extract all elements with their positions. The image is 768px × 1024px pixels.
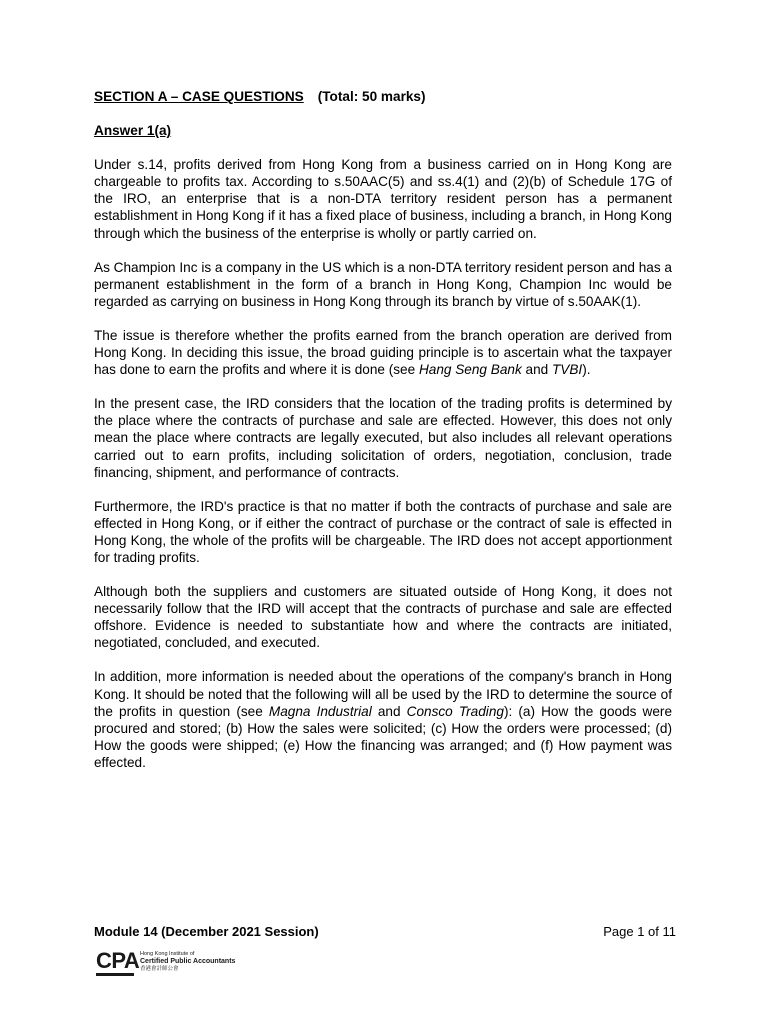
case-citation-hang-seng-bank: Hang Seng Bank [418,362,522,378]
section-heading [94,88,672,105]
logo-bar [96,973,134,976]
document-body [94,88,672,771]
answer-heading: Answer 1(a) [94,123,172,139]
paragraph-3-text-c: ). [582,362,591,378]
section-total: (Total: 50 marks) [317,89,426,104]
paragraph-5: Furthermore, the IRD's practice is that no matter if both the contracts of purchase and sale are effected in Hong Kong, or if either the contract of purchase or the contract of sale is effected in Hong Kong, the whole of the profits will be chargeable. The IRD does not accept apportionment for trading profits. [94,498,672,565]
logo-text [140,951,235,972]
paragraph-3-text-a: The issue is therefore whether the profits earned from the branch operation are derived from Hong Kong. In deciding this issue, the broad guiding principle is to ascertain what the taxpayer has done to earn the profits and where it is done (see [94,327,672,378]
paragraph-2: As Champion Inc is a company in the US which is a non-DTA territory resident person and has a permanent establishment in the form of a branch in Hong Kong, Champion Inc would be regarded as carrying on business in Hong Kong through its branch by virtue of s.50AAK(1). [94,259,672,309]
case-citation-consco-trading: Consco Trading [406,703,504,719]
paragraph-7-text-c: ): (a) How the goods were procured and stored; (b) How the sales were solicited; (c) How the orders were processed; (d) How the goods were shipped; (e) How the financing was arranged; and (f) How payment was effected. [94,703,673,770]
hkicpa-logo [96,950,296,978]
logo-line-3: 香港會計師公會 [140,965,179,972]
case-citation-magna-industrial: Magna Industrial [268,703,372,719]
paragraph-1: Under s.14, profits derived from Hong Kong from a business carried on in Hong Kong are chargeable to profits tax. According to s.50AAC(5) and ss.4(1) and (2)(b) of Schedule 17G of the IRO, an enterprise that is a non-DTA territory resident person has a permanent establishment in Hong Kong if it has a fixed place of business, including a branch, in Hong Kong through which the business of the enterprise is wholly or partly carried on. [94,157,672,241]
logo-mark: CPA [96,948,140,973]
logo-line-2: Certified Public Accountants [140,957,236,965]
paragraph-3-text-b: and [521,362,552,378]
logo-line-1: Hong Kong Institute of [140,951,195,957]
paragraph-4: In the present case, the IRD considers that the location of the trading profits is determined by the place where the contracts of purchase and sale are effected. However, this does not only mean the place where contracts are legally executed, but also includes all relevant operations carried out to earn profits, including solicitation of orders, negotiation, conclusion, trade financing, shipment, and performance of contracts. [94,396,672,480]
footer-page-number: Page 1 of 11 [603,924,676,939]
paragraph-3 [94,327,672,378]
paragraph-7-text-b: and [371,703,407,719]
paragraph-7-text-a: In addition, more information is needed about the operations of the company's branch in Hong Kong. It should be noted that the following will all be used by the IRD to determine the source of the profits in question (see [94,669,672,719]
footer-module: Module 14 (December 2021 Session) [94,924,319,939]
section-title: SECTION A – CASE QUESTIONS [94,89,304,104]
paragraph-6: Although both the suppliers and customers are situated outside of Hong Kong, it does not necessarily follow that the IRD will accept that the contracts of purchase and sale are effected offshore. Evidence is needed to substantiate how and where the contracts are initiated, negotiated, concluded, and executed. [94,584,672,651]
paragraph-7 [94,668,672,771]
case-citation-tvbi: TVBI [551,362,583,378]
